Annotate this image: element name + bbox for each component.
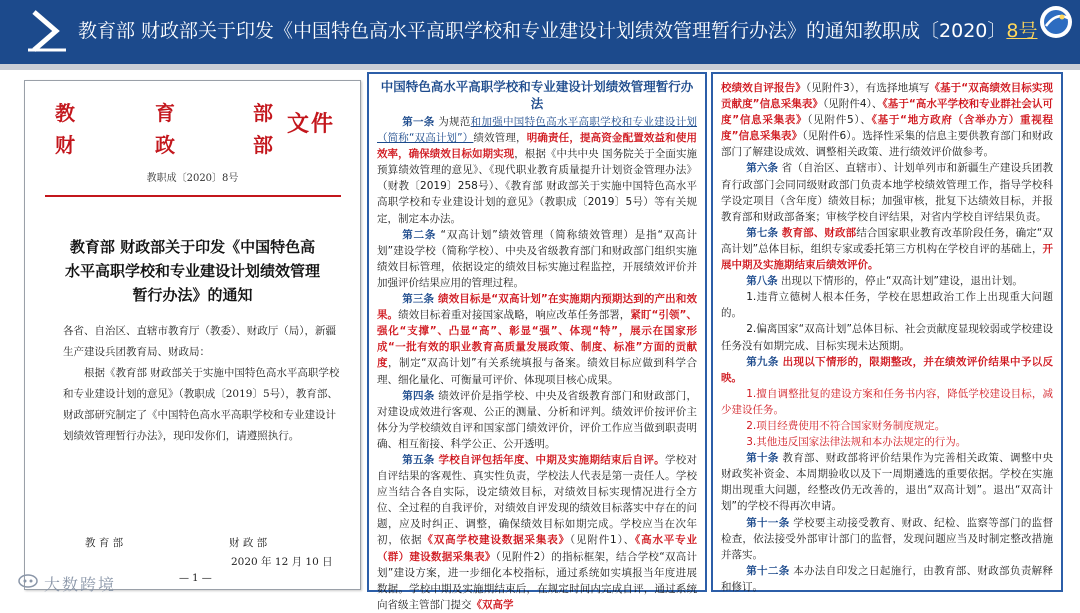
article-9-item-1: 1.擅自调整批复的建设方案和任务书内容，降低学校建设目标，减少建设任务。 xyxy=(721,387,1053,416)
issuer-char: 教 xyxy=(55,101,75,125)
article-text: （见附件1）、 xyxy=(569,534,636,547)
article-label: 第十条 xyxy=(746,452,779,465)
article-highlight: 《基于“高水平学校和专业群社会认可度”信息采集表》 xyxy=(721,98,1053,127)
body-paragraph: 根据《教育部 财政部关于实施中国特色高水平高职学校和专业建设计划的意见》（教职成〔2019〕5号），教育部、财政部研究制定了《中国特色高水平高职学校和专业建设计划绩效管理暂行办法》，现印发你们，请遵照执行。 xyxy=(63,367,340,442)
article-highlight: 出现以下情形的，限期整改，并在绩效评价结果中予以反映。 xyxy=(721,355,1054,384)
article-text: 绩效管理， xyxy=(473,132,527,145)
document-label: 文件 xyxy=(287,111,336,137)
article-text: （见附件2）的指标框架，结合学校“双高计划”建设方案，进一步细化本校指标，通过系统如实填报当年度进展数据。学校中期及实施期结束后，在规定时间内完成自评，通过系统向省级主管部门提交 xyxy=(377,550,698,611)
article-highlight: 绩效目标是“双高计划”在实施期内预期达到的产出和效果。 xyxy=(377,293,697,322)
article-9 xyxy=(721,354,1053,386)
article-label: 第一条 xyxy=(402,116,435,128)
article-8 xyxy=(721,273,1053,289)
article-text: “双高计划”绩效管理（简称绩效管理）是指“双高计划”建设学校（简称学校）、中央及省级教育部门和财政部门组织实施绩效目标管理，依据设定的绩效目标实施过程监控，开展绩效评价并加强评价结果应用的管理过程。 xyxy=(377,228,698,289)
article-label: 第八条 xyxy=(746,275,778,288)
header-bar xyxy=(0,0,1080,64)
signature-ministry-education: 教 育 部 xyxy=(85,537,124,549)
watermark-logo-icon xyxy=(18,574,38,588)
article-label: 第五条 xyxy=(402,453,435,466)
article-highlight: 《双高学校建设数据采集表》 xyxy=(422,534,570,547)
article-label: 第二条 xyxy=(402,228,437,241)
regulation-title: 中国特色高水平高职学校和专业建设计划绩效管理暂行办法 xyxy=(380,79,694,111)
article-highlight: 《高水平专业（群）建设数据采集表》 xyxy=(377,534,698,563)
article-5 xyxy=(377,452,697,613)
article-label: 第六条 xyxy=(746,162,779,175)
article-highlight: 《基于“地方政府（含举办方）重视程度”信息采集表》 xyxy=(721,114,1054,143)
article-text: 绩效评价是指学校、中央及省级教育部门和财政部门，对建设成效进行客观、公正的测量、分析和评判。绩效评价按评价主体分为学校绩效自评和国家部门绩效评价，评价工作应当做到职责明确、相互衔接、科学公正、公开透明。 xyxy=(377,389,697,450)
watermark xyxy=(18,572,116,595)
article-highlight: 《基于“双高绩效目标实现贡献度”信息采集表》 xyxy=(721,82,1054,111)
page-number: — 1 — xyxy=(179,573,212,584)
article-text: 省（自治区、直辖市）、计划单列市和新疆生产建设兵团教育行政部门会同同级财政部门负责本地学校绩效管理工作，指导学校科学设定项目（含年度）绩效目标；加强审核，批复下达绩效目标，并报教育部和财政部备案；审核学校自评结果，对省内学校自评结果负责。 xyxy=(721,162,1053,223)
article-text: ，制定“双高计划”有关系统填报与备案。绩效目标应做到科学合理、细化量化、可衡量可评价、体现项目核心成果。 xyxy=(377,357,697,386)
article-label: 第十二条 xyxy=(746,564,790,577)
article-2 xyxy=(377,227,697,291)
issue-date: 2020 年 12 月 10 日 xyxy=(231,556,333,568)
red-divider xyxy=(45,195,341,197)
article-label: 第四条 xyxy=(402,389,435,402)
signature-ministry-finance: 财 政 部 xyxy=(229,537,268,549)
article-text: 为规范 xyxy=(434,116,471,128)
article-text: 结合国家职业教育改革阶段任务，确定“双高计划”总体目标，组织专家或委托第三方机构在学校自评的基础上， xyxy=(721,226,1054,255)
article-highlight: 学校自评包括年度、中期及实施期结束后自评。 xyxy=(434,453,665,466)
notice-title: 教育部 财政部关于印发《中国特色高水平高职学校和专业建设计划绩效管理暂行办法》的通知 xyxy=(65,238,321,304)
article-highlight: 《双高学 xyxy=(471,598,514,611)
official-document-image xyxy=(24,80,361,590)
issuer-char: 育 xyxy=(155,101,175,125)
document-number: 教职成〔2020〕8号 xyxy=(146,173,239,184)
article-8-item-1: 1.违背立德树人根本任务，学校在思想政治工作上出现重大问题的。 xyxy=(721,291,1053,320)
recipients-paragraph: 各省、自治区、直辖市教育厅（教委）、财政厅（局），新疆生产建设兵团教育局、财政局： xyxy=(63,325,336,358)
badge-logo-icon xyxy=(1038,4,1074,40)
article-text: （见附件4）、 xyxy=(822,98,883,111)
issuer-char: 部 xyxy=(253,133,273,157)
article-highlight: 明确责任，提高资金配置效益和使用效率，确保绩效目标如期实现 xyxy=(377,132,698,161)
article-6 xyxy=(721,160,1053,224)
article-4 xyxy=(377,388,697,452)
title-main: 教育部 财政部关于印发《中国特色高水平高职学校和专业建设计划绩效管理暂行办法》的通知教职成〔2020〕 xyxy=(78,20,1007,42)
title-number[interactable]: 8号 xyxy=(1006,20,1038,42)
chevron-logo-icon xyxy=(26,8,68,54)
article-label: 第十一条 xyxy=(746,516,790,529)
regulation-text xyxy=(369,114,705,613)
article-8-item-2: 2.偏离国家“双高计划”总体目标、社会贡献度显现较弱或学校建设任务没有如期完成、目标实现未达预期。 xyxy=(721,323,1053,352)
article-highlight: 教育部、财政部 xyxy=(778,226,857,239)
page-title xyxy=(78,16,1038,46)
article-highlight: 校绩效自评报告》 xyxy=(721,82,806,94)
header-divider xyxy=(0,64,1080,70)
issuer-char: 部 xyxy=(253,101,273,125)
regulation-panel-part2 xyxy=(711,72,1063,592)
article-11 xyxy=(721,515,1053,563)
regulation-text-continued xyxy=(713,74,1061,595)
article-text: （见附件5）、 xyxy=(807,114,872,127)
article-text: 学校对自评结果的客观性、真实性负责，学校法人代表是第一责任人。学校应当结合各自实际，设定绩效目标，对绩效目标实现情况进行全方位、全过程的自我评价，对绩效自评发现的绩效目标落实中存在的问题，应及时纠正、调整，确保绩效目标如期完成。学校应当在次年初，依据 xyxy=(377,453,698,547)
article-10 xyxy=(721,450,1053,514)
watermark-text: 大数跨境 xyxy=(44,575,117,594)
article-text: 出现以下情形的，停止“双高计划”建设，退出计划。 xyxy=(777,275,1023,288)
article-text: （见附件6）。选择性采集的信息主要供教育部门和财政部门了解建设成效、调整相关政策、进行绩效评价做参考。 xyxy=(721,130,1053,159)
article-5-continued xyxy=(721,80,1053,160)
article-label: 第三条 xyxy=(402,293,435,306)
article-12 xyxy=(721,563,1053,595)
issuer-char: 政 xyxy=(155,133,175,157)
article-text: （见附件3），有选择地填写 xyxy=(805,82,930,94)
article-1 xyxy=(377,114,697,227)
article-highlight: 开展中期及实施期结束后绩效评价。 xyxy=(721,242,1053,272)
article-text: 本办法自印发之日起施行，由教育部、财政部负责解释和修订。 xyxy=(721,564,1053,593)
article-text: ，根据《中共中央 国务院关于全面实施预算绩效管理的意见》、《现代职业教育质量提升计划资金管理办法》（财教〔2019〕258号）、《教育部 财政部关于实施中国特色高水平高职学校和专业建设计划的意见》（教职成〔2019〕5号）等有关规定，制定本办法。 xyxy=(377,148,697,225)
article-underline: 和加强中国特色高水平高职学校和专业建设计划（简称“双高计划”） xyxy=(377,116,698,145)
article-text: 学校要主动接受教育、财政、纪检、监察等部门的监督检查，依法接受外部审计部门的监督，发现问题应当及时制定整改措施并落实。 xyxy=(721,516,1053,561)
article-label: 第七条 xyxy=(746,226,779,239)
article-7 xyxy=(721,225,1053,273)
article-highlight: 紧盯“引领”、强化“支撑”、凸显“高”、彰显“强”、体现“特”，展示在国家形成“一批有效的职业教育高质量发展政策、制度、标准”方面的贡献度 xyxy=(377,309,698,370)
article-text: 绩效目标着重对接国家战略，响应改革任务部署， xyxy=(398,309,631,322)
article-3 xyxy=(377,291,697,388)
article-9-item-3: 3.其他违反国家法律法规和本办法规定的行为。 xyxy=(746,436,967,449)
article-label: 第九条 xyxy=(746,355,779,368)
article-9-item-2: 2.项目经费使用不符合国家财务制度规定。 xyxy=(746,419,946,432)
issuer-char: 财 xyxy=(55,133,75,157)
regulation-panel-part1 xyxy=(367,72,707,611)
article-text: 教育部、财政部将评价结果作为完善相关政策、调整中央财政奖补资金、本周期验收以及下一周期遴选的重要依据。学校在实施期出现重大问题，经整改仍无改善的，退出“双高计划”。退出“双高计划”的学校不得再次申请。 xyxy=(721,452,1053,513)
